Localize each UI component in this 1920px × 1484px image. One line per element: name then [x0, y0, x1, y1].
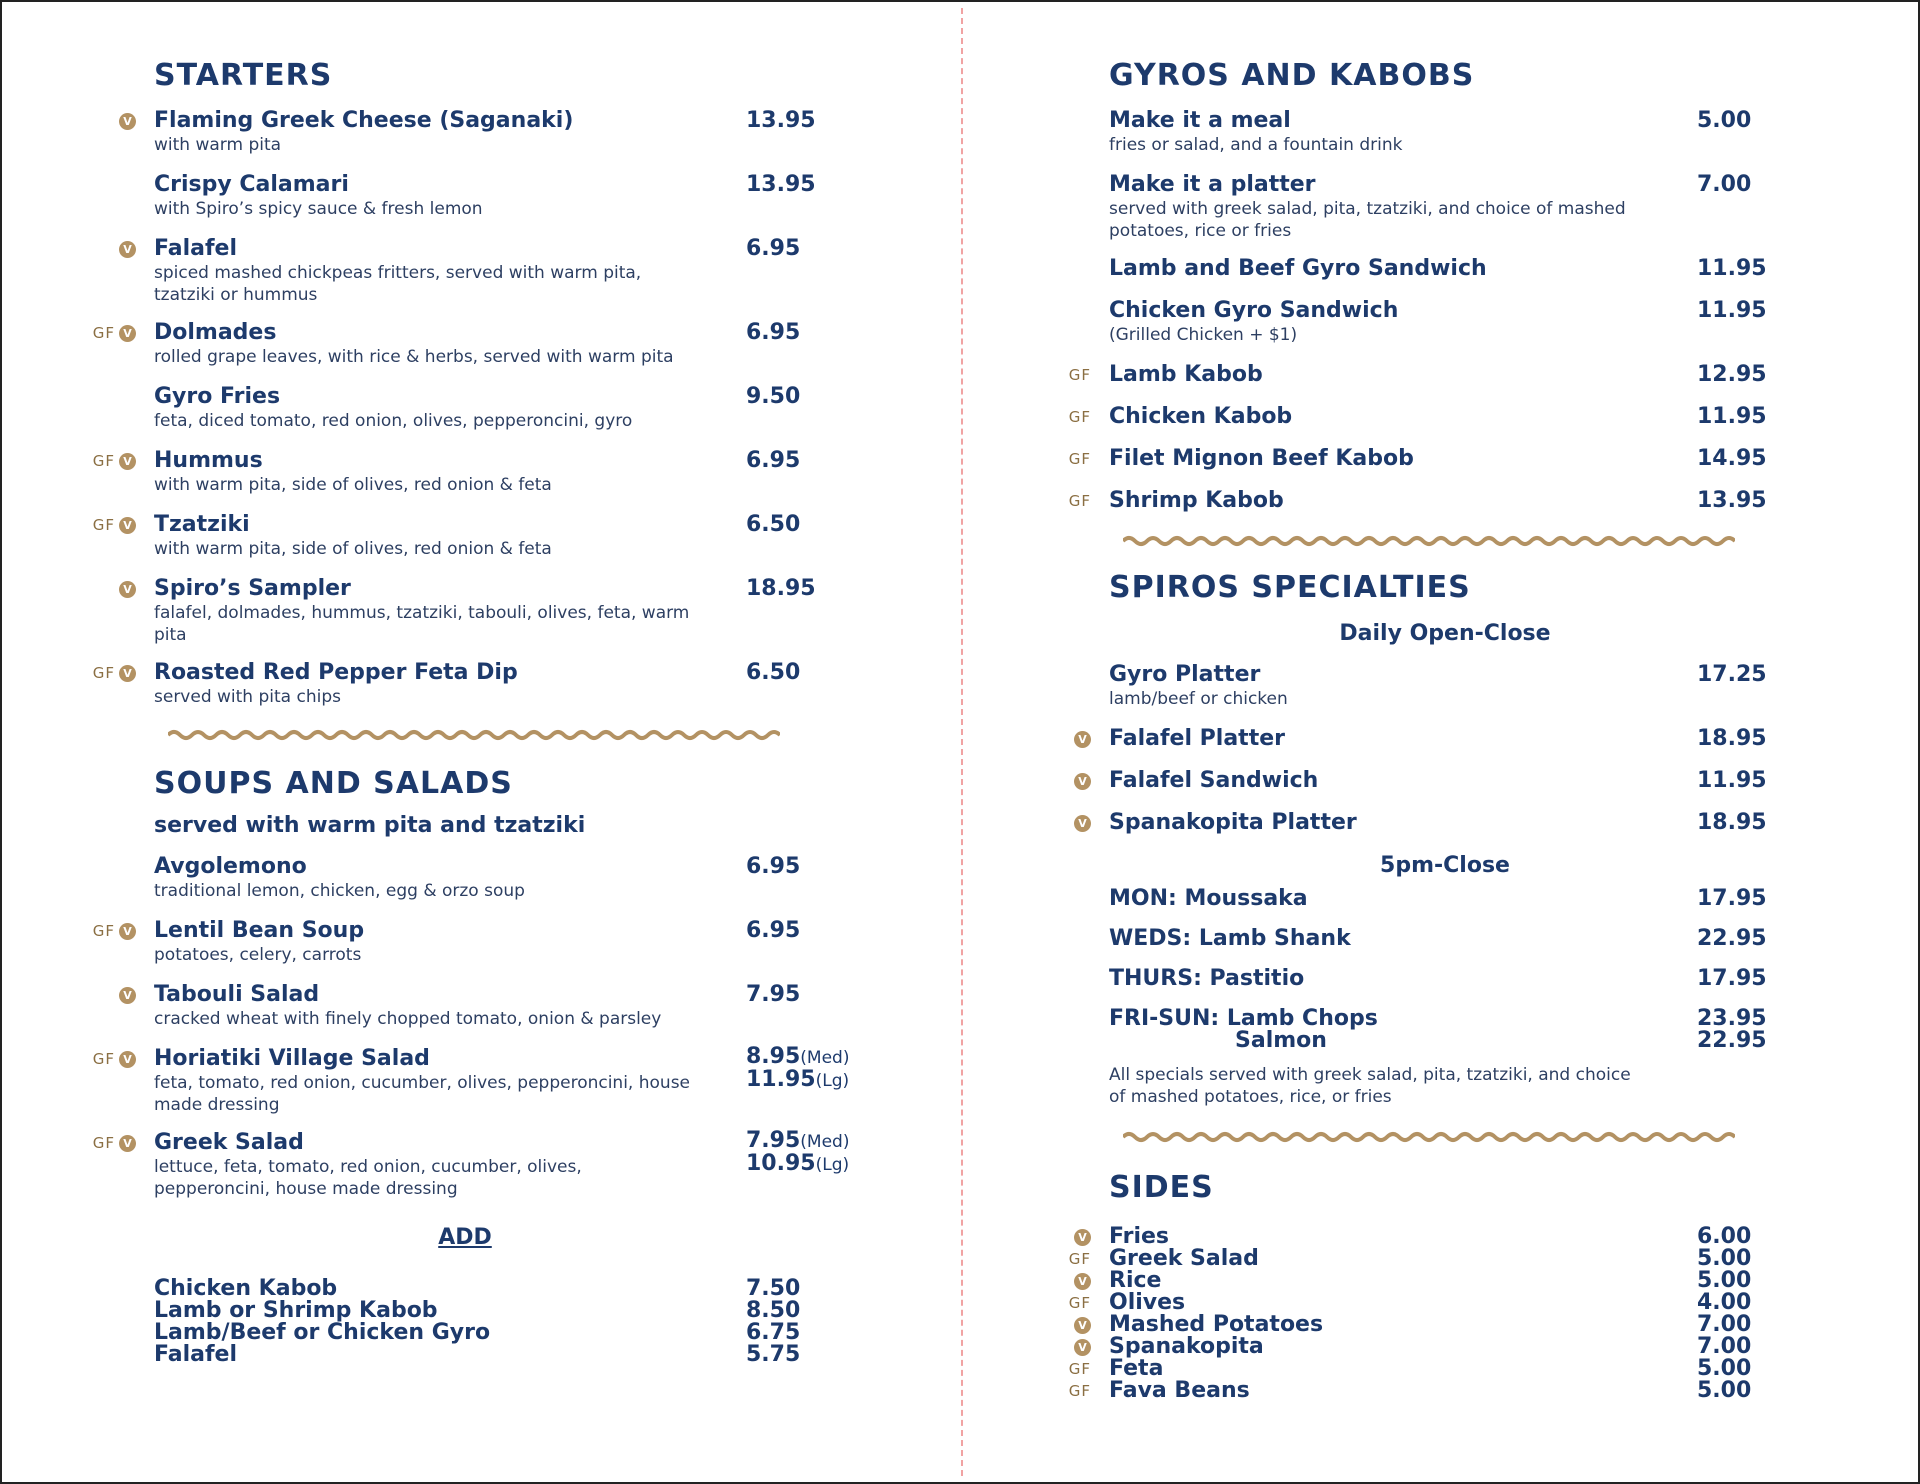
weekend-special-price: 23.95 — [1697, 1006, 1767, 1031]
item-description: with warm pita — [154, 135, 282, 155]
item-name: Filet Mignon Beef Kabob — [1109, 446, 1414, 471]
dietary-tags — [50, 1131, 136, 1155]
item-price: 5.00 — [1697, 108, 1752, 133]
menu-item — [1005, 726, 1875, 754]
item-description: with warm pita, side of olives, red onion & feta — [154, 539, 552, 559]
menu-item — [50, 320, 910, 370]
starters-title: STARTERS — [154, 58, 333, 93]
item-price: 22.95 — [1697, 926, 1767, 951]
item-name: Lentil Bean Soup — [154, 918, 365, 943]
item-description: cracked wheat with finely chopped tomato, onion & parsley — [154, 1009, 662, 1029]
soups-salads-title: SOUPS AND SALADS — [154, 766, 513, 801]
vegetarian-icon: V — [119, 241, 136, 258]
dietary-tags — [50, 1047, 136, 1071]
vegetarian-icon: V — [119, 325, 136, 342]
item-price: 5.75 — [746, 1342, 801, 1367]
menu-item — [1005, 108, 1875, 158]
menu-item — [1005, 662, 1875, 712]
item-price: 4.00 — [1697, 1290, 1752, 1315]
weekend-special-name-2: Salmon — [1235, 1028, 1327, 1053]
item-name: Flaming Greek Cheese (Saganaki) — [154, 108, 574, 133]
item-description: feta, diced tomato, red onion, olives, pepperoncini, gyro — [154, 411, 633, 431]
menu-item — [50, 1130, 910, 1200]
gluten-free-tag: GF — [92, 516, 115, 534]
size-large: (Lg) — [815, 1071, 850, 1091]
menu-item — [1005, 298, 1875, 348]
item-price: 7.00 — [1697, 1312, 1752, 1337]
add-on-list — [50, 1278, 910, 1366]
dietary-tags — [1005, 663, 1091, 687]
item-price: 6.95 — [746, 918, 801, 943]
gluten-free-tag: GF — [92, 664, 115, 682]
compact-item — [50, 1300, 910, 1322]
menu-item — [1005, 768, 1875, 796]
item-price: 6.95 — [746, 854, 801, 879]
vegetarian-icon: V — [119, 987, 136, 1004]
item-price: 5.00 — [1697, 1378, 1752, 1403]
dietary-tags — [1005, 1270, 1091, 1292]
item-price-sizes — [746, 1130, 849, 1176]
menu-item — [1005, 810, 1875, 838]
vegetarian-icon: V — [1074, 1229, 1091, 1246]
gluten-free-tag: GF — [92, 1050, 115, 1068]
menu-item — [50, 448, 910, 498]
dietary-tags — [1005, 299, 1091, 323]
item-description: falafel, dolmades, hummus, tzatziki, tabouli, olives, feta, warm pita — [154, 603, 690, 645]
menu-item — [1005, 256, 1875, 284]
dietary-tags — [1005, 1248, 1091, 1270]
item-name: Shrimp Kabob — [1109, 488, 1284, 513]
item-name: Lamb or Shrimp Kabob — [154, 1298, 438, 1323]
item-price: 7.95 — [746, 982, 801, 1007]
dietary-tags — [50, 385, 136, 409]
item-price: 6.00 — [1697, 1224, 1752, 1249]
price-large: 10.95 — [746, 1151, 816, 1176]
item-name: Hummus — [154, 448, 263, 473]
sized-salads-list — [50, 1046, 910, 1200]
vegetarian-icon: V — [119, 665, 136, 682]
item-price: 12.95 — [1697, 362, 1767, 387]
compact-item — [1005, 1292, 1875, 1314]
item-description: served with greek salad, pita, tzatziki, and choice of mashed potatoes, rice or fries — [1109, 199, 1626, 241]
dietary-tags — [50, 173, 136, 197]
vegetarian-icon: V — [119, 1135, 136, 1152]
menu-item — [50, 918, 910, 968]
dietary-tags — [50, 919, 136, 943]
gluten-free-tag: GF — [1068, 366, 1091, 384]
menu-item — [50, 1046, 910, 1116]
item-price: 18.95 — [1697, 726, 1767, 751]
item-name: Gyro Fries — [154, 384, 281, 409]
gluten-free-tag: GF — [1068, 1360, 1091, 1378]
wave-divider — [168, 728, 780, 742]
item-price: 9.50 — [746, 384, 801, 409]
vegetarian-icon: V — [119, 581, 136, 598]
item-name: WEDS: Lamb Shank — [1109, 926, 1351, 951]
item-name: Olives — [1109, 1290, 1186, 1315]
item-name: Make it a platter — [1109, 172, 1316, 197]
item-name: Roasted Red Pepper Feta Dip — [154, 660, 518, 685]
item-price: 6.95 — [746, 448, 801, 473]
item-price: 13.95 — [746, 172, 816, 197]
item-name: Chicken Kabob — [1109, 404, 1293, 429]
item-price: 6.50 — [746, 512, 801, 537]
item-name: Tzatziki — [154, 512, 250, 537]
item-price: 17.25 — [1697, 662, 1767, 687]
weekend-special — [1005, 1006, 1875, 1053]
menu-item — [50, 236, 910, 306]
menu-item — [1005, 488, 1875, 516]
item-name: Fava Beans — [1109, 1378, 1250, 1403]
vegetarian-icon: V — [1074, 773, 1091, 790]
dietary-tags — [1005, 405, 1091, 429]
item-name: Mashed Potatoes — [1109, 1312, 1324, 1337]
item-price: 6.95 — [746, 236, 801, 261]
specialties-title: SPIROS SPECIALTIES — [1109, 570, 1471, 605]
vegetarian-icon: V — [119, 453, 136, 470]
menu-item — [1005, 404, 1875, 432]
item-name: Dolmades — [154, 320, 277, 345]
compact-item — [50, 1344, 910, 1366]
wave-divider — [1123, 1130, 1735, 1144]
gluten-free-tag: GF — [1068, 450, 1091, 468]
vegetarian-icon: V — [1074, 1273, 1091, 1290]
item-price: 6.50 — [746, 660, 801, 685]
item-name: Lamb Kabob — [1109, 362, 1263, 387]
dietary-tags — [1005, 173, 1091, 197]
item-price: 5.00 — [1697, 1268, 1752, 1293]
item-price: 7.50 — [746, 1276, 801, 1301]
evening-special — [1005, 966, 1875, 992]
weekend-special-price-2: 22.95 — [1697, 1028, 1767, 1053]
item-name: Lamb and Beef Gyro Sandwich — [1109, 256, 1487, 281]
item-name: Chicken Kabob — [154, 1276, 338, 1301]
dietary-tags — [1005, 489, 1091, 513]
item-description: feta, tomato, red onion, cucumber, olives, pepperoncini, house made dressing — [154, 1073, 691, 1115]
vegetarian-icon: V — [119, 923, 136, 940]
daily-specials-list — [1005, 662, 1875, 838]
compact-item — [1005, 1226, 1875, 1248]
size-medium: (Med) — [800, 1132, 850, 1152]
dietary-tags — [50, 855, 136, 879]
item-description: fries or salad, and a fountain drink — [1109, 135, 1403, 155]
weekend-special-name: FRI-SUN: Lamb Chops — [1109, 1006, 1378, 1031]
menu-item — [1005, 172, 1875, 242]
gluten-free-tag: GF — [1068, 1382, 1091, 1400]
dietary-tags — [1005, 1226, 1091, 1248]
evening-label: 5pm-Close — [1380, 853, 1510, 878]
item-price: 18.95 — [746, 576, 816, 601]
item-description: potatoes, celery, carrots — [154, 945, 362, 965]
dietary-tags — [50, 109, 136, 133]
menu-item — [1005, 446, 1875, 474]
item-price: 14.95 — [1697, 446, 1767, 471]
dietary-tags — [1005, 811, 1091, 835]
item-description: lettuce, feta, tomato, red onion, cucumber, olives, pepperoncini, house made dressing — [154, 1157, 582, 1199]
dietary-tags — [1005, 1336, 1091, 1358]
item-name: Falafel — [154, 236, 238, 261]
starters-list — [50, 108, 910, 710]
price-large: 11.95 — [746, 1067, 816, 1092]
item-description: with warm pita, side of olives, red onion & feta — [154, 475, 552, 495]
dietary-tags — [1005, 1314, 1091, 1336]
item-price: 7.00 — [1697, 172, 1752, 197]
compact-item — [1005, 1248, 1875, 1270]
price-medium: 8.95 — [746, 1044, 801, 1069]
item-name: Chicken Gyro Sandwich — [1109, 298, 1399, 323]
item-description: served with pita chips — [154, 687, 341, 707]
menu-item — [50, 854, 910, 904]
item-name: Crispy Calamari — [154, 172, 349, 197]
item-name: Falafel Platter — [1109, 726, 1285, 751]
menu-item — [50, 384, 910, 434]
item-description: rolled grape leaves, with rice & herbs, served with warm pita — [154, 347, 674, 367]
item-name: Tabouli Salad — [154, 982, 320, 1007]
item-price: 11.95 — [1697, 256, 1767, 281]
menu-item — [50, 576, 910, 646]
gluten-free-tag: GF — [1068, 492, 1091, 510]
item-price: 6.95 — [746, 320, 801, 345]
item-name: Fries — [1109, 1224, 1170, 1249]
dietary-tags — [1005, 1358, 1091, 1380]
right-column — [1005, 58, 1875, 1402]
dietary-tags — [1005, 109, 1091, 133]
gluten-free-tag: GF — [92, 324, 115, 342]
soups-salads-subtitle: served with warm pita and tzatziki — [154, 813, 586, 838]
compact-item — [1005, 1270, 1875, 1292]
add-heading: ADD — [438, 1225, 492, 1250]
dietary-tags — [1005, 1292, 1091, 1314]
menu-item — [50, 512, 910, 562]
item-name: Rice — [1109, 1268, 1162, 1293]
sides-list — [1005, 1226, 1875, 1402]
item-name: Avgolemono — [154, 854, 307, 879]
menu-item — [50, 982, 910, 1032]
vegetarian-icon: V — [119, 517, 136, 534]
menu-item — [50, 172, 910, 222]
menu-item — [50, 660, 910, 710]
gluten-free-tag: GF — [92, 452, 115, 470]
dietary-tags — [1005, 257, 1091, 281]
item-name: Make it a meal — [1109, 108, 1291, 133]
gluten-free-tag: GF — [92, 922, 115, 940]
gluten-free-tag: GF — [92, 1134, 115, 1152]
compact-item — [50, 1278, 910, 1300]
sides-title: SIDES — [1109, 1170, 1214, 1205]
soups-list — [50, 854, 910, 1032]
item-name: MON: Moussaka — [1109, 886, 1308, 911]
item-name: Spanakopita — [1109, 1334, 1264, 1359]
item-description: traditional lemon, chicken, egg & orzo soup — [154, 881, 525, 901]
dietary-tags — [50, 577, 136, 601]
gyros-list — [1005, 108, 1875, 516]
item-price: 11.95 — [1697, 768, 1767, 793]
item-price-sizes — [746, 1046, 849, 1092]
item-name: Spiro’s Sampler — [154, 576, 351, 601]
item-name: Horiatiki Village Salad — [154, 1046, 430, 1071]
vegetarian-icon: V — [1074, 1339, 1091, 1356]
item-name: Spanakopita Platter — [1109, 810, 1357, 835]
item-name: Greek Salad — [154, 1130, 304, 1155]
gluten-free-tag: GF — [1068, 408, 1091, 426]
item-price: 18.95 — [1697, 810, 1767, 835]
evening-specials-list — [1005, 886, 1875, 992]
dietary-tags — [1005, 447, 1091, 471]
compact-item — [1005, 1358, 1875, 1380]
item-price: 6.75 — [746, 1320, 801, 1345]
evening-special — [1005, 886, 1875, 912]
item-price: 11.95 — [1697, 298, 1767, 323]
compact-item — [1005, 1336, 1875, 1358]
item-name: Lamb/Beef or Chicken Gyro — [154, 1320, 491, 1345]
evening-special — [1005, 926, 1875, 952]
compact-item — [1005, 1314, 1875, 1336]
specials-note: All specials served with greek salad, pita, tzatziki, and choice of mashed potatoes, rice, or fries — [1109, 1065, 1631, 1107]
compact-item — [50, 1322, 910, 1344]
item-price: 17.95 — [1697, 886, 1767, 911]
item-price: 5.00 — [1697, 1246, 1752, 1271]
vegetarian-icon: V — [1074, 815, 1091, 832]
size-medium: (Med) — [800, 1048, 850, 1068]
gluten-free-tag: GF — [1068, 1250, 1091, 1268]
dietary-tags — [1005, 363, 1091, 387]
wave-divider — [1123, 534, 1735, 548]
item-name: Falafel — [154, 1342, 238, 1367]
dietary-tags — [1005, 1380, 1091, 1402]
dietary-tags — [50, 321, 136, 345]
vegetarian-icon: V — [119, 1051, 136, 1068]
item-price: 13.95 — [1697, 488, 1767, 513]
vegetarian-icon: V — [119, 113, 136, 130]
dietary-tags — [50, 983, 136, 1007]
item-name: THURS: Pastitio — [1109, 966, 1305, 991]
item-price: 8.50 — [746, 1298, 801, 1323]
item-price: 13.95 — [746, 108, 816, 133]
size-large: (Lg) — [815, 1155, 850, 1175]
item-name: Feta — [1109, 1356, 1164, 1381]
item-description: (Grilled Chicken + $1) — [1109, 325, 1298, 345]
menu-item — [1005, 362, 1875, 390]
item-price: 5.00 — [1697, 1356, 1752, 1381]
page-fold-divider — [961, 8, 963, 1476]
compact-item — [1005, 1380, 1875, 1402]
left-column — [50, 58, 910, 1366]
vegetarian-icon: V — [1074, 731, 1091, 748]
dietary-tags — [50, 513, 136, 537]
item-name: Gyro Platter — [1109, 662, 1261, 687]
item-description: lamb/beef or chicken — [1109, 689, 1288, 709]
dietary-tags — [1005, 727, 1091, 751]
item-price: 11.95 — [1697, 404, 1767, 429]
item-price: 7.00 — [1697, 1334, 1752, 1359]
dietary-tags — [50, 237, 136, 261]
item-name: Greek Salad — [1109, 1246, 1259, 1271]
item-price: 17.95 — [1697, 966, 1767, 991]
item-description: with Spiro’s spicy sauce & fresh lemon — [154, 199, 483, 219]
menu-item — [50, 108, 910, 158]
dietary-tags — [50, 449, 136, 473]
gluten-free-tag: GF — [1068, 1294, 1091, 1312]
price-medium: 7.95 — [746, 1128, 801, 1153]
dietary-tags — [50, 661, 136, 685]
item-name: Falafel Sandwich — [1109, 768, 1319, 793]
vegetarian-icon: V — [1074, 1317, 1091, 1334]
gyros-kabobs-title: GYROS AND KABOBS — [1109, 58, 1475, 93]
dietary-tags — [1005, 769, 1091, 793]
daily-label: Daily Open-Close — [1339, 621, 1551, 646]
item-description: spiced mashed chickpeas fritters, served with warm pita, tzatziki or hummus — [154, 263, 642, 305]
